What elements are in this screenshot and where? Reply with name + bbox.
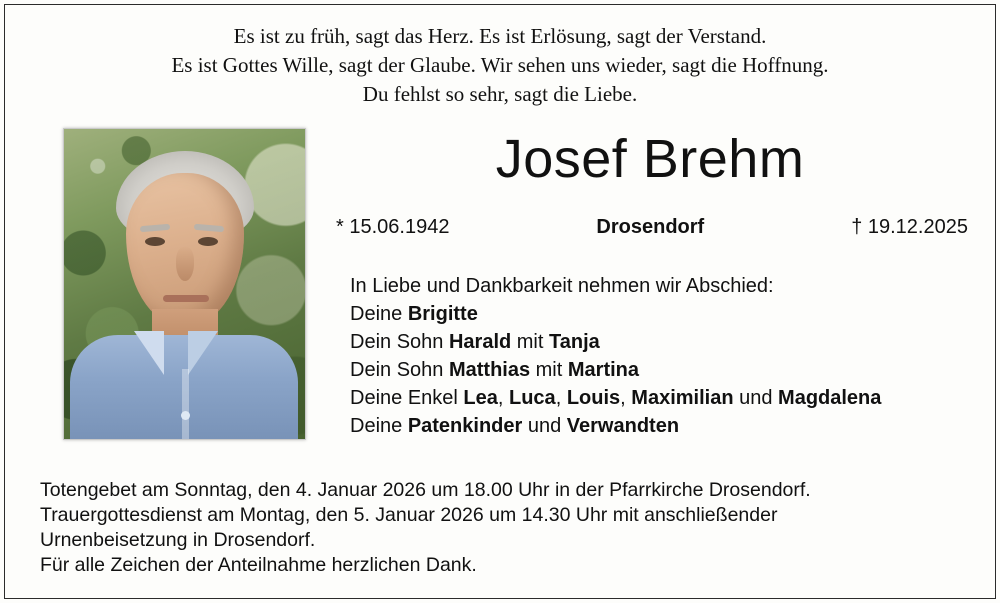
footer-line-1: Totengebet am Sonntag, den 4. Januar 2026 um 18.00 Uhr in der Pfarrkirche Drosendorf. bbox=[40, 479, 811, 501]
family-line-5 bbox=[350, 412, 970, 440]
family-line-2 bbox=[350, 328, 970, 356]
life-dates-row bbox=[336, 216, 968, 239]
portrait-photo bbox=[63, 128, 306, 440]
photo-nose bbox=[176, 247, 194, 281]
family-block bbox=[350, 272, 970, 440]
family-line-4 bbox=[350, 384, 970, 412]
family-line-1 bbox=[350, 300, 970, 328]
death-date: † 19.12.2025 bbox=[851, 216, 968, 238]
family-line-4-text: Deine Enkel Lea, Luca, Louis, Maximilian und Magdalena bbox=[350, 387, 882, 409]
footer-line-3: Urnenbeisetzung in Drosendorf. bbox=[40, 529, 316, 551]
family-line-2-text: Dein Sohn Harald mit Tanja bbox=[350, 331, 600, 353]
footer-line-2: Trauergottesdienst am Montag, den 5. Januar 2026 um 14.30 Uhr mit anschließender bbox=[40, 504, 778, 526]
verse-line-3: Du fehlst so sehr, sagt die Liebe. bbox=[362, 82, 638, 106]
birth-date: * 15.06.1942 bbox=[336, 216, 450, 238]
family-line-3 bbox=[350, 356, 970, 384]
photo-shirt-placket bbox=[182, 369, 189, 440]
family-line-1-text: Deine Brigitte bbox=[350, 303, 478, 325]
photo-collar-left bbox=[134, 331, 164, 375]
photo-eye-right bbox=[198, 237, 218, 246]
footer-line-4: Für alle Zeichen der Anteilnahme herzlichen Dank. bbox=[40, 554, 477, 576]
photo-shirt-button bbox=[181, 411, 190, 420]
verse-block bbox=[0, 22, 1000, 109]
place-name: Drosendorf bbox=[596, 216, 705, 238]
family-line-5-text: Deine Patenkinder und Verwandten bbox=[350, 415, 680, 437]
photo-eye-left bbox=[145, 237, 165, 246]
family-line-3-text: Dein Sohn Matthias mit Martina bbox=[350, 359, 639, 381]
deceased-name: Josef Brehm bbox=[495, 129, 805, 189]
photo-mouth bbox=[163, 295, 209, 302]
family-intro: In Liebe und Dankbarkeit nehmen wir Abschied: bbox=[350, 275, 774, 297]
photo-collar-right bbox=[188, 331, 218, 375]
verse-line-1: Es ist zu früh, sagt das Herz. Es ist Erlösung, sagt der Verstand. bbox=[233, 24, 767, 48]
verse-line-2: Es ist Gottes Wille, sagt der Glaube. Wir sehen uns wieder, sagt die Hoffnung. bbox=[171, 53, 829, 77]
service-details bbox=[40, 478, 970, 578]
